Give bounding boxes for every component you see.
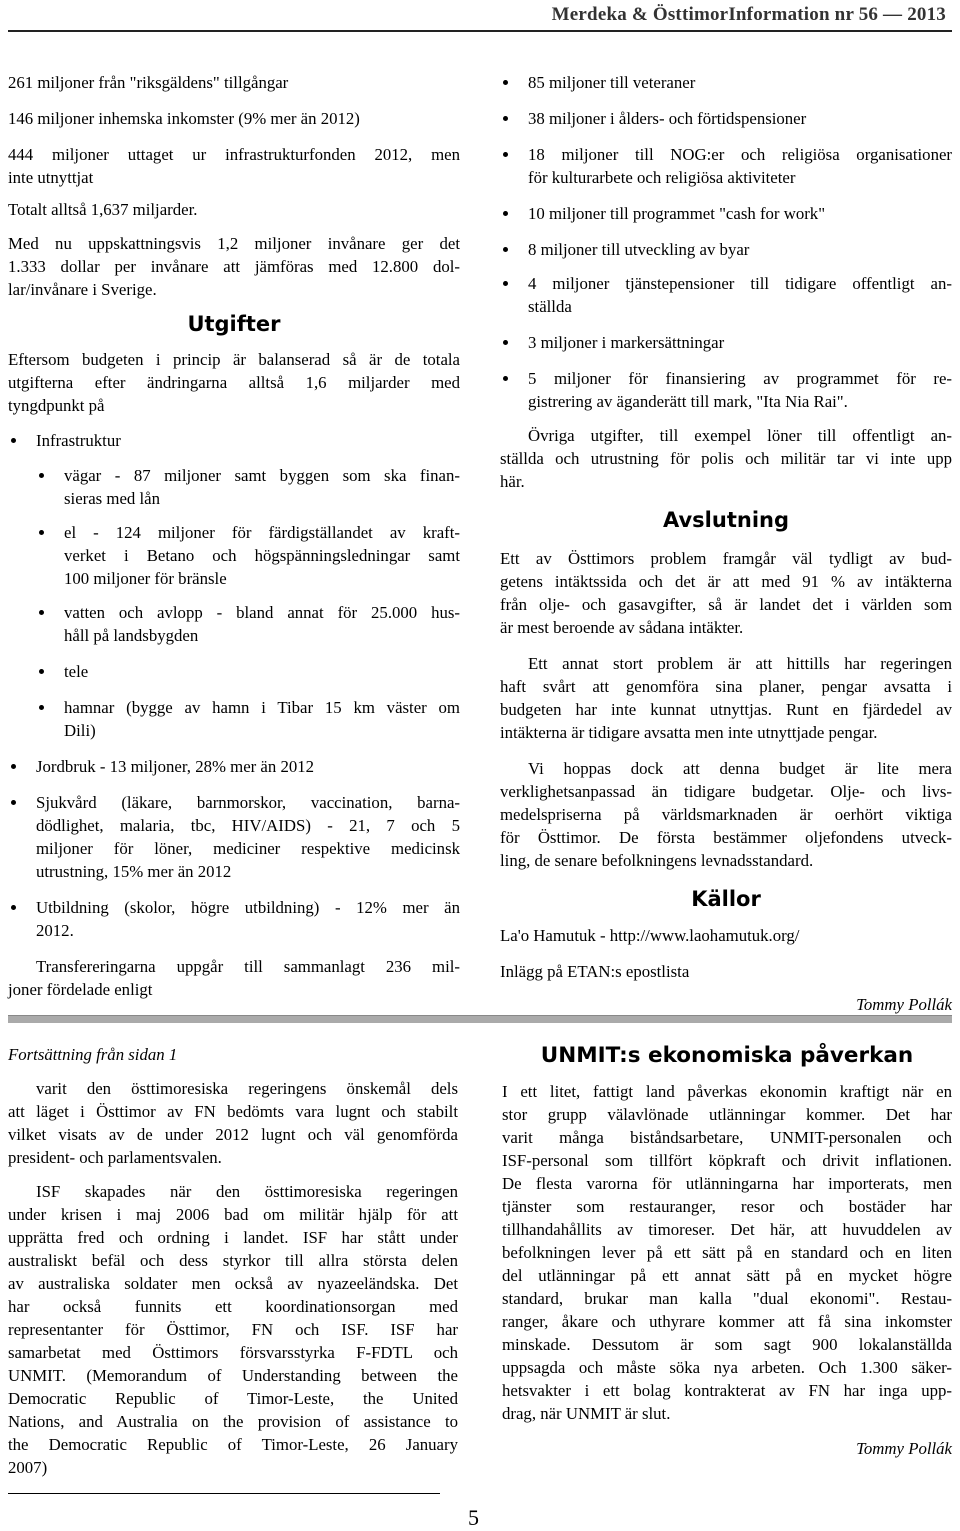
list-item: 38 miljoner i ålders- och förtidspensioner (500, 107, 952, 130)
list-item: Utbildning (skolor, högre utbildning) - 12% mer än 2012. (8, 896, 460, 942)
avslutning-paragraph: Vi hoppas dock att denna budget är lite mera verklighetsanpassad än tidigare budgetar. Olje- och livs- medelspriserna på världsmarknaden är oerhört viktiga för Östtimor. De första bestämmer oljefondens utveck- ling, de senare befolkningens levnadsstandard. (500, 759, 952, 870)
author-signature: Tommy Pollák (856, 1439, 952, 1458)
list-item: hamnar (bygge av hamn i Tibar 15 km väster om Dili) (36, 696, 460, 742)
utgifter-intro: Eftersom budgeten i princip är balanserad så är de totala utgifterna efter ändringarna alltså 1,6 miljarder med tyngdpunkt på (8, 350, 460, 415)
list-item: tele (36, 660, 460, 683)
unmit-article (502, 1043, 952, 1460)
per-capita-text: Med nu uppskattningsvis 1,2 miljoner invånare ger det 1.333 dollar per invånare att jämföras med 12.800 dol- lar/invånare i Sverige. (8, 234, 460, 299)
article-paragraph: ISF skapades när den östtimoresiska regeringen under krisen i maj 2006 bad om militär hjälp för att upprätta fred och ordning i landet. ISF har stått under australiskt befäl och dess styrkor till allra största delen av australiska soldater men också av nyazeeländska. Det har också funnits ett koordinationsorgan med representanter för Östtimor, FN och ISF. ISF har samarbetat med Östtimors försvarsstyrka F-FDTL och UNMIT. (Memorandum of Understanding between the Democratic Republic of Timor-Leste, the United Nations, and Australia on the provision of assistance to the Democratic Republic of Timor-Leste, 26 January 2007) (8, 1182, 458, 1477)
list-item: vatten och avlopp - bland annat för 25.000 hus- håll på landsbygden (36, 601, 460, 647)
footer-rule (8, 1493, 440, 1494)
kallor-heading: Källor (691, 887, 761, 911)
list-item: 4 miljoner tjänstepensioner till tidigare offentligt an- ställda (500, 272, 952, 318)
left-column (8, 71, 460, 1001)
list-item: vägar - 87 miljoner samt byggen som ska finan- sieras med lån (36, 464, 460, 510)
article-paragraph: varit den östtimoresiska regeringens önskemål dels att läget i Östtimor av FN bedömts vara lugnt och stabilt vilket visats av de under 2012 lugnt och väl genomförda president- och parlamentsvalen. (8, 1079, 458, 1167)
avslutning-paragraph: Ett av Östtimors problem framgår väl tydligt av bud- getens intäktssida och det är att med 91 % av intäkterna från olje- och gasavgifter, så är landet det i världen som är mest beroende av sådana intäkter. (500, 549, 952, 637)
page-header (0, 0, 960, 34)
income-line: 261 miljoner från "riksgäldens" tillgångar (8, 73, 289, 92)
header-rule (8, 30, 952, 32)
source-text: Inlägg på ETAN:s epostlista (500, 962, 690, 981)
fund-text: 444 miljoner uttaget ur infrastrukturfonden 2012, men inte utnyttjat (8, 145, 460, 187)
expense-list (8, 429, 460, 942)
author-signature: Tommy Pollák (856, 995, 952, 1014)
source-link[interactable]: La'o Hamutuk - http://www.laohamutuk.org/ (500, 926, 800, 945)
list-item: Infrastruktur vägar - 87 miljoner samt byggen som ska finan- sieras med lån el - 124 miljoner för färdigställandet av kraft- verket i Betano och högspänningsledningar samt 100 miljoner för bränsle vatten och avlopp - bland annat för 25.000 hus- håll på landsbygden tele hamnar (bygge av hamn i Tibar 15 km väster om Dili) (8, 429, 460, 742)
continued-label: Fortsättning från sidan 1 (8, 1045, 178, 1064)
list-item: 5 miljoner för finansiering av programmet för re- gistrering av äganderätt till mark, "Ita Nia Rai". (500, 367, 952, 413)
utgifter-heading: Utgifter (187, 312, 281, 336)
avslutning-heading: Avslutning (662, 508, 789, 532)
list-item: el - 124 miljoner för färdigställandet av kraft- verket i Betano och högspänningsledningar samt 100 miljoner för bränsle (36, 521, 460, 590)
list-item: 3 miljoner i markersättningar (500, 331, 952, 354)
list-item: 85 miljoner till veteraner (500, 71, 952, 94)
continued-article (8, 1043, 458, 1479)
list-item: 10 miljoner till programmet "cash for work" (500, 202, 952, 225)
publication-title: Merdeka & ÖsttimorInformation nr 56 — 2013 (551, 4, 946, 25)
right-column (500, 71, 952, 1016)
transfer-list (500, 71, 952, 413)
list-item: 18 miljoner till NOG:er och religiösa organisationer för kulturarbete och religiösa aktiviteter (500, 143, 952, 189)
list-item: Jordbruk - 13 miljoner, 28% mer än 2012 (8, 755, 460, 778)
unmit-heading: UNMIT:s ekonomiska påverkan (540, 1043, 914, 1068)
page-number: 5 (468, 1505, 479, 1530)
transfer-text: Transfereringarna uppgår till sammanlagt 236 mil- joner fördelade enligt (8, 957, 460, 999)
section-divider (8, 1015, 952, 1023)
list-item: Sjukvård (läkare, barnmorskor, vaccination, barna- dödlighet, malaria, tbc, HIV/AIDS) - 21, 7 och 5 miljoner för löner, mediciner respektive medicinsk utrustning, 15% mer än 2012 (8, 791, 460, 883)
article-paragraph: I ett litet, fattigt land påverkas ekonomin kraftigt när en stor grupp välavlönade utlänningar kommer. Det har varit många biståndsarbetare, UNMIT-personalen och ISF-personal som tillfört köpkraft och drivit inflationen. De flesta varorna för utlänningarna har importerats, men tjänster som restauranger, resor och bostäder har tillhandahållits av timoreser. Det här, att huvuddelen av befolkningen lever på ett sätt på en standard och en liten del utlänningar på ett annat sätt på en mycket högre standard, brukar man kalla "dual ekonomi". Restau- ranger, åkare och uthyrare kommer att få sina inkomster minskade. Dessutom är som sagt 900 lokalanställda uppsagda och måste söka nya arbeten. Och 1.300 säker- hetsvakter i ett bolag kontrakterat av FN har inga upp- drag, när UNMIT är slut. (502, 1082, 952, 1423)
total-text: Totalt alltså 1,637 miljarder. (8, 200, 198, 219)
other-expenses: Övriga utgifter, till exempel löner till offentligt an- ställda och utrustning för polis och militär tar vi inte upp här. (500, 426, 952, 491)
list-item: 8 miljoner till utveckling av byar (500, 238, 952, 261)
avslutning-paragraph: Ett annat stort problem är att hittills har regeringen haft svårt att genomföra sina planer, pengar avsatta i budgeten har inte kunnat utnyttjas. Runt en fjärdedel av intäkterna är tidigare avsatta men inte utnyttjade pengar. (500, 654, 952, 742)
income-line: 146 miljoner inhemska inkomster (9% mer än 2012) (8, 109, 360, 128)
infra-sublist (36, 464, 460, 742)
